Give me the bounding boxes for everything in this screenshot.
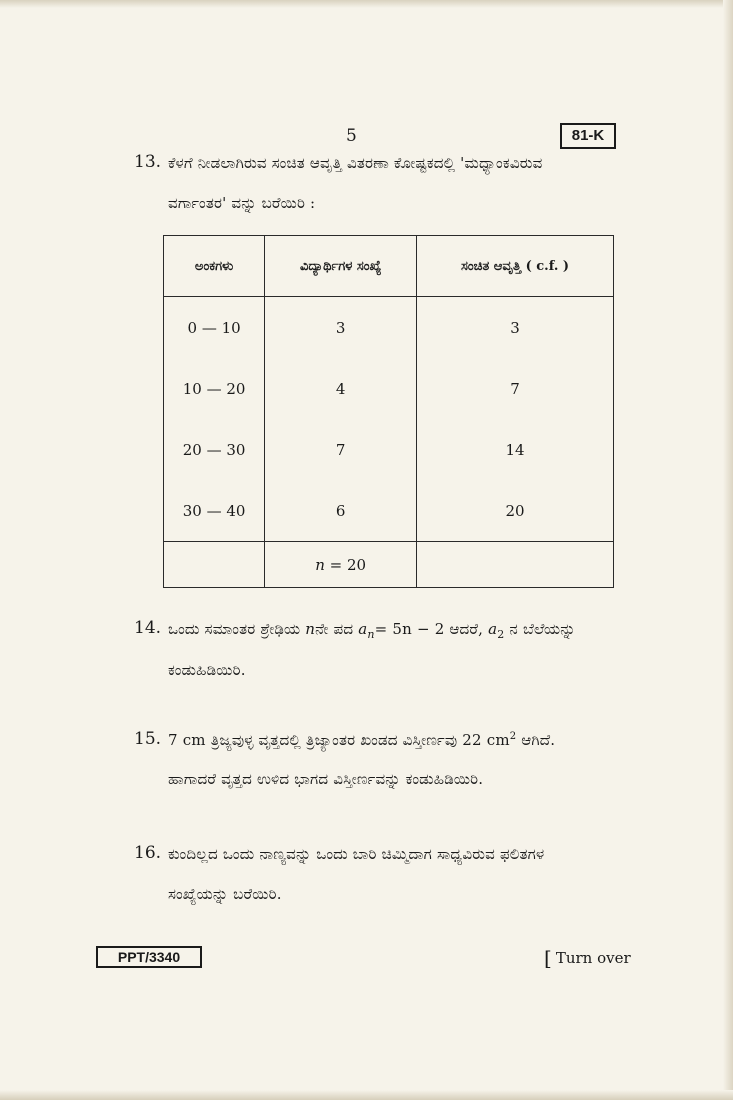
class-interval: 20 — 30 (164, 419, 265, 480)
q14-formula: = 5n − 2 (374, 620, 445, 638)
cumulative-frequency-table (163, 235, 614, 588)
q14-a-sub: n (367, 628, 375, 641)
question-13-line-1: ಕೆಳಗೆ ನೀಡಲಾಗಿರುವ ಸಂಚಿತ ಆವೃತ್ತಿ ವಿತರಣಾ ಕೋಷ್ಟಕದಲ್ಲಿ 'ಮಧ್ಯಾಂಕವಿರುವ (168, 154, 543, 172)
table-total-row (164, 542, 614, 588)
question-15-line-1 (168, 731, 555, 749)
question-16-line-2: ಸಂಖ್ಯೆಯನ್ನು ಬರೆಯಿರಿ. (168, 885, 282, 903)
class-interval: 10 — 20 (164, 358, 265, 419)
cumulative-frequency: 20 (417, 480, 614, 542)
cumulative-frequency: 3 (417, 297, 614, 359)
paper-code-box: 81-K (560, 123, 616, 149)
question-16-line-1: ಕುಂದಿಲ್ಲದ ಒಂದು ನಾಣ್ಯವನ್ನು ಒಂದು ಬಾರಿ ಚಿಮ್ಮಿದಾಗ ಸಾಧ್ಯವಿರುವ ಫಲಿತಗಳ (168, 845, 545, 863)
turn-over-note (544, 944, 631, 968)
question-15-line-2: ಹಾಗಾದರೆ ವೃತ್ತದ ಉಳಿದ ಭಾಗದ ವಿಸ್ತೀರ್ಣವನ್ನು ಕಂಡುಹಿಡಿಯಿರಿ. (168, 770, 484, 788)
student-count: 4 (265, 358, 417, 419)
total-empty-cell (164, 542, 265, 588)
question-15-number: 15. (134, 729, 162, 749)
page-number: 5 (346, 126, 357, 146)
total-n-cell (265, 542, 417, 588)
cumulative-frequency: 7 (417, 358, 614, 419)
q14-a2-sub: 2 (497, 628, 505, 641)
student-count: 3 (265, 297, 417, 359)
header-students: ವಿದ್ಯಾರ್ಥಿಗಳ ಸಂಖ್ಯೆ (265, 236, 417, 297)
q14-text-a: ಒಂದು ಸಮಾಂತರ ಶ್ರೇಢಿಯ (168, 620, 306, 638)
question-16-number: 16. (134, 843, 162, 863)
total-empty-cell (417, 542, 614, 588)
q14-text-d: ನ ಬೆಲೆಯನ್ನು (504, 620, 576, 638)
table-header-row (164, 236, 614, 297)
turn-over-text: Turn over (555, 949, 631, 967)
q15-sup: 2 (509, 731, 517, 742)
q14-text-c: ಆದರೆ, (444, 620, 489, 638)
question-14-line-1 (168, 620, 576, 641)
q14-text-b: ನೇ ಪದ (315, 620, 359, 638)
page-edge-bottom (0, 1090, 733, 1100)
table-row (164, 419, 614, 480)
class-interval: 30 — 40 (164, 480, 265, 542)
page-edge-right (723, 0, 733, 1100)
q15-text-a: 7 cm ತ್ರಿಜ್ಯವುಳ್ಳ ವೃತ್ತದಲ್ಲಿ ತ್ರಿಜ್ಯಾಂತರ ಖಂಡದ ವಿಸ್ತೀರ್ಣವು 22 cm (168, 731, 510, 749)
q14-n: n (305, 620, 316, 638)
question-14-line-2: ಕಂಡುಹಿಡಿಯಿರಿ. (168, 661, 246, 679)
header-marks: ಅಂಕಗಳು (164, 236, 265, 297)
header-cumulative-frequency: ಸಂಚಿತ ಆವೃತ್ತಿ ( c.f. ) (417, 236, 614, 297)
q15-text-b: ಆಗಿದೆ. (516, 731, 556, 749)
cumulative-frequency: 14 (417, 419, 614, 480)
bracket-glyph: [ (544, 946, 552, 970)
question-13-number: 13. (134, 152, 162, 172)
total-n-value: = 20 (329, 555, 367, 574)
table-row (164, 480, 614, 542)
student-count: 7 (265, 419, 417, 480)
page-edge-top (0, 0, 733, 8)
footer-paper-code: PPT/3340 (96, 946, 202, 968)
table-row (164, 297, 614, 359)
question-14-number: 14. (134, 618, 162, 638)
q14-a2: a (488, 620, 498, 638)
question-13-line-2: ವರ್ಗಾಂತರ' ವನ್ನು ಬರೆಯಿರಿ : (168, 194, 316, 212)
total-n-label: n (315, 555, 325, 574)
table-row (164, 358, 614, 419)
student-count: 6 (265, 480, 417, 542)
q14-a: a (358, 620, 368, 638)
class-interval: 0 — 10 (164, 297, 265, 359)
